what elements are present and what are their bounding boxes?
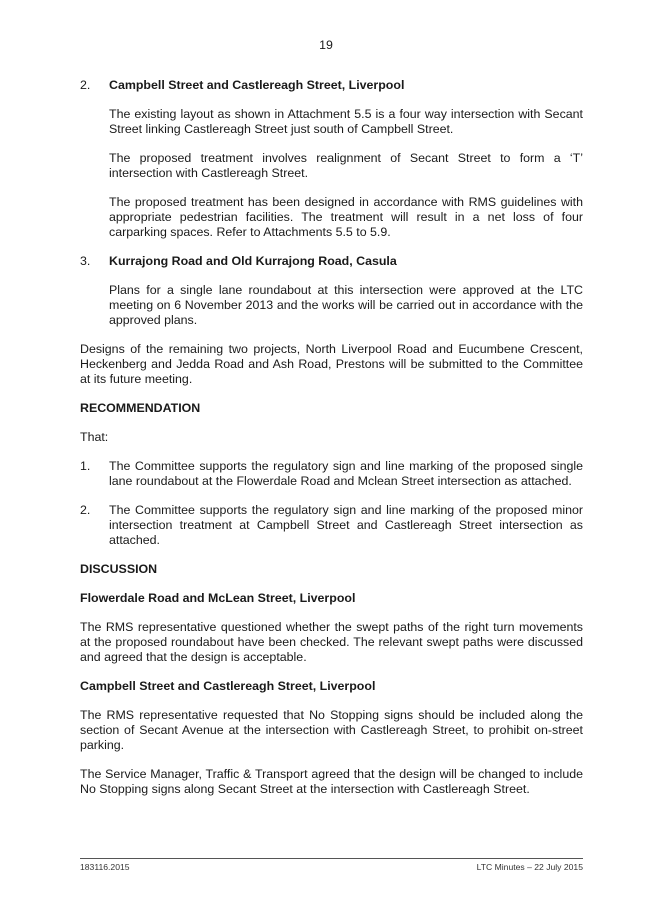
section-2-heading — [80, 78, 583, 93]
paragraph: The RMS representative questioned whether the swept paths of the right turn movements at the proposed roundabout have been checked. The relevant swept paths were discussed and agreed that the design is acceptable. — [80, 620, 583, 664]
discussion-heading: DISCUSSION — [80, 562, 158, 576]
page-number: 19 — [319, 38, 333, 52]
page-footer — [80, 858, 583, 873]
document-body — [80, 78, 583, 811]
section-number: 2. — [80, 78, 91, 92]
list-text: The Committee supports the regulatory sign and line marking of the proposed single lane roundabout at the Flowerdale Road and Mclean Street intersection as attached. — [109, 459, 583, 488]
recommendation-item — [80, 459, 583, 489]
recommendation-intro: That: — [80, 430, 109, 444]
designs-paragraph: Designs of the remaining two projects, North Liverpool Road and Eucumbene Crescent, Heckenberg and Jedda Road and Ash Road, Prestons will be submitted to the Committee at its future meeting. — [80, 342, 583, 386]
section-3-heading — [80, 254, 583, 269]
paragraph: The proposed treatment has been designed in accordance with RMS guidelines with appropriate pedestrian facilities. The treatment will result in a net loss of four carparking spaces. Refer to Attachments 5.5 to 5.9. — [109, 195, 583, 239]
paragraph: The Service Manager, Traffic & Transport agreed that the design will be changed to include No Stopping signs along Secant Street at the intersection with Castlereagh Street. — [80, 767, 583, 796]
document-reference: 183116.2015 — [80, 862, 130, 872]
discussion-subheading: Flowerdale Road and McLean Street, Liverpool — [80, 591, 356, 605]
list-number: 1. — [80, 459, 91, 473]
list-text: The Committee supports the regulatory sign and line marking of the proposed minor intersection treatment at Campbell Street and Castlereagh Street intersection as attached. — [109, 503, 583, 547]
paragraph: Plans for a single lane roundabout at this intersection were approved at the LTC meeting on 6 November 2013 and the works will be carried out in accordance with the approved plans. — [109, 283, 583, 327]
list-number: 2. — [80, 503, 91, 517]
document-title: LTC Minutes – 22 July 2015 — [476, 862, 583, 872]
paragraph: The existing layout as shown in Attachment 5.5 is a four way intersection with Secant Street linking Castlereagh Street just south of Campbell Street. — [109, 107, 583, 136]
section-3-body — [109, 283, 583, 328]
section-title: Campbell Street and Castlereagh Street, Liverpool — [109, 78, 405, 92]
section-title: Kurrajong Road and Old Kurrajong Road, Casula — [109, 254, 397, 268]
section-number: 3. — [80, 254, 91, 268]
discussion-subheading: Campbell Street and Castlereagh Street, Liverpool — [80, 679, 376, 693]
recommendation-item — [80, 503, 583, 548]
section-2-body — [109, 107, 583, 240]
paragraph: The proposed treatment involves realignment of Secant Street to form a ‘T’ intersection with Castlereagh Street. — [109, 151, 583, 180]
recommendation-heading: RECOMMENDATION — [80, 401, 201, 415]
paragraph: The RMS representative requested that No Stopping signs should be included along the section of Secant Avenue at the intersection with Castlereagh Street, to prohibit on-street parking. — [80, 708, 583, 752]
